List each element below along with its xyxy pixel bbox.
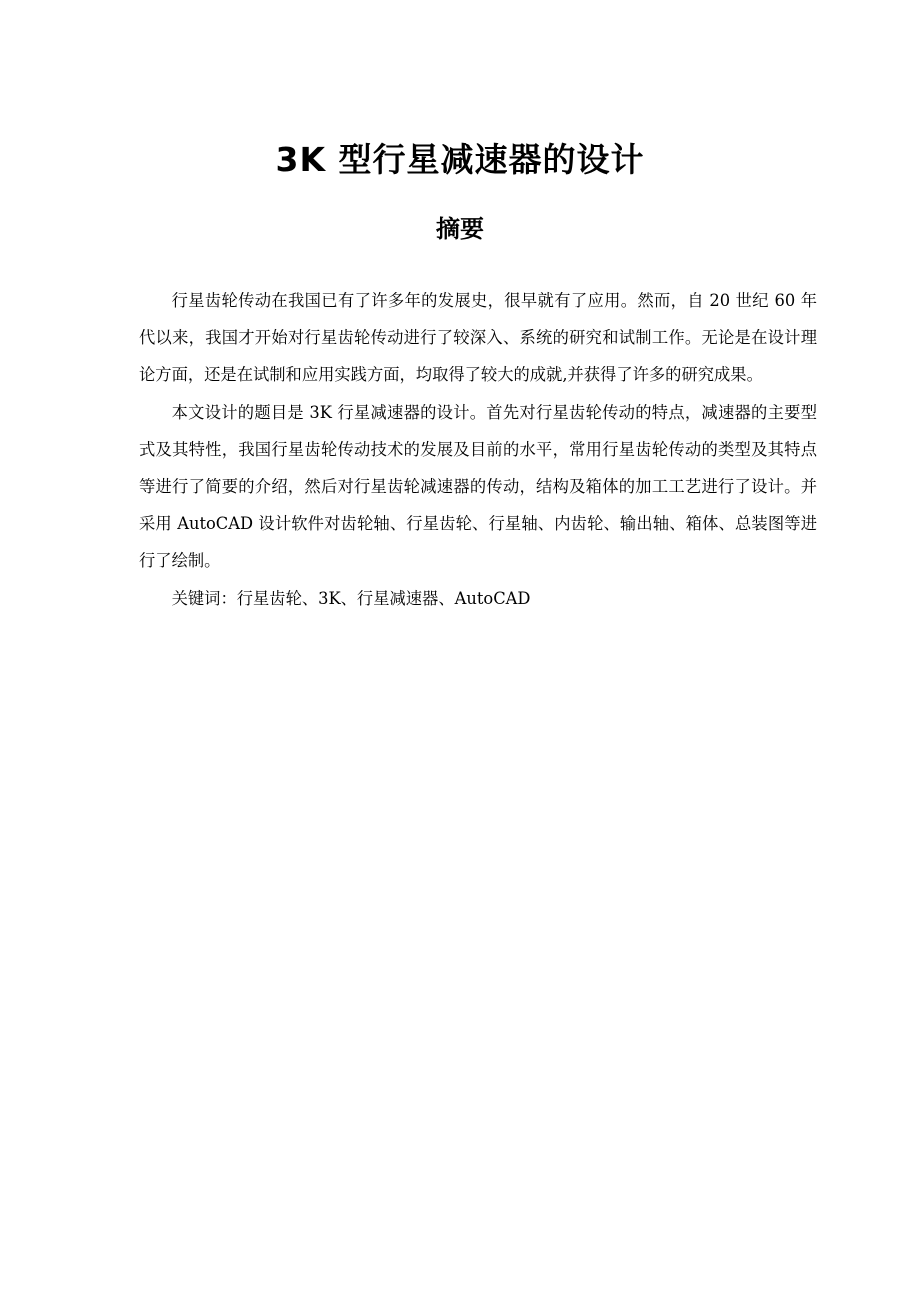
keywords-line: 关键词：行星齿轮、3K、行星减速器、AutoCAD <box>171 588 531 608</box>
abstract-paragraph: 本文设计的题目是 3K 行星减速器的设计。首先对行星齿轮传动的特点，减速器的主要型式及其特性，我国行星齿轮传动技术的发展及目前的水平，常用行星齿轮传动的类型及其特点等进行了简要的介绍，然后对行星齿轮减速器的传动，结构及箱体的加工工艺进行了设计。并采用 AutoCAD 设计软件对齿轮轴、行星齿轮、行星轴、内齿轮、输出轴、箱体、总装图等进行了绘制。 <box>139 402 817 571</box>
abstract-heading: 摘要 <box>436 215 484 243</box>
abstract-body <box>139 282 817 617</box>
document-title: 3K 型行星减速器的设计 <box>275 140 645 179</box>
abstract-paragraph: 行星齿轮传动在我国已有了许多年的发展史，很早就有了应用。然而，自 20 世纪 60 年代以来，我国才开始对行星齿轮传动进行了较深入、系统的研究和试制工作。无论是在设计理论方面，还是在试制和应用实践方面，均取得了较大的成就,并获得了许多的研究成果。 <box>139 291 817 385</box>
